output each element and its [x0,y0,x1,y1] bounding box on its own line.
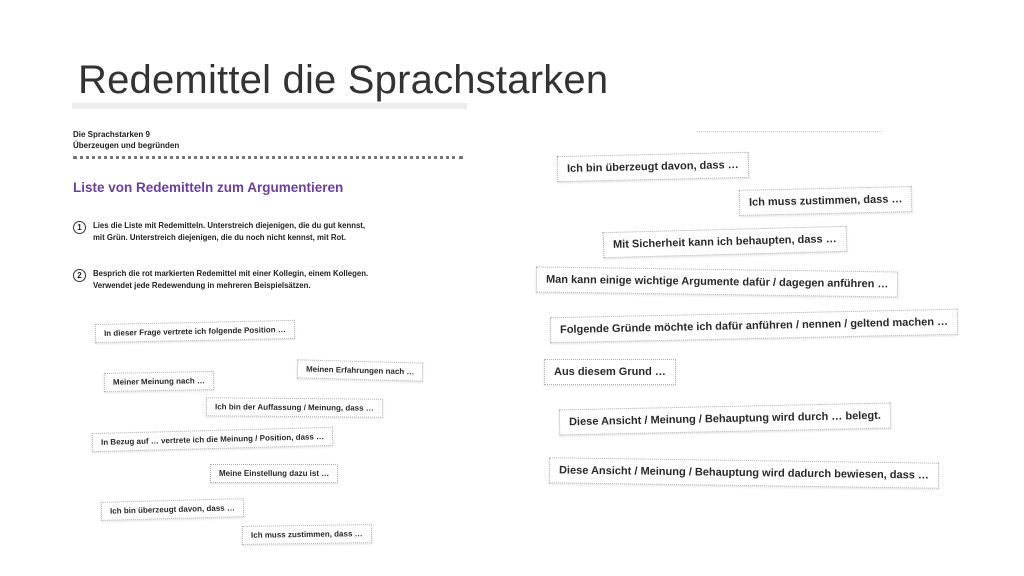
task-number: 1 [73,221,86,234]
worksheet-subtitle: Überzeugen und begründen [73,141,180,150]
phrase-chip: Ich bin überzeugt davon, dass … [101,498,244,521]
slide-title: Redemittel die Sprachstarken [78,58,609,102]
task-2 [73,268,378,292]
task-number: 2 [73,269,86,282]
phrase-chip: In dieser Frage vertrete ich folgende Position … [95,320,295,343]
phrase-chip: In Bezug auf … vertrete ich die Meinung / Position, dass … [92,427,334,452]
phrase-chip: Meine Einstellung dazu ist … [210,464,338,483]
faint-divider [697,131,882,132]
title-underline [72,103,467,109]
phrase-chip: Ich bin der Auffassung / Meinung, dass … [206,397,383,418]
phrase-chip: Aus diesem Grund … [544,359,676,385]
dotted-divider [73,156,463,159]
worksheet-heading: Liste von Redemitteln zum Argumentieren [73,180,344,195]
phrase-chip: Ich bin überzeugt davon, dass … [557,152,749,182]
task-text: Besprich die rot markierten Redemittel mit einer Kollegin, einem Kollegen. Verwendet jede Redewendung in mehreren Beispielsätzen. [93,269,369,290]
phrase-chip: Mit Sicherheit kann ich behaupten, dass … [603,226,847,258]
phrase-chip: Man kann einige wichtige Argumente dafür / dagegen anführen … [536,266,899,297]
task-1 [73,220,378,244]
task-text: Lies die Liste mit Redemitteln. Unterstreich diejenigen, die du gut kennst, mit Grün. Unterstreich diejenigen, die du noch nicht kennst, mit Rot. [93,221,366,242]
phrase-chip: Folgende Gründe möchte ich dafür anführen / nennen / geltend machen … [550,309,959,344]
phrase-chip: Diese Ansicht / Meinung / Behauptung wird dadurch bewiesen, dass … [549,457,939,488]
phrase-chip: Ich muss zustimmen, dass … [739,186,913,216]
phrase-chip: Meiner Meinung nach … [104,371,214,392]
worksheet-series: Die Sprachstarken 9 [73,130,150,139]
phrase-chip: Meinen Erfahrungen nach … [297,359,424,381]
phrase-chip: Ich muss zustimmen, dass … [242,524,372,545]
phrase-chip: Diese Ansicht / Meinung / Behauptung wird durch … belegt. [559,403,891,436]
